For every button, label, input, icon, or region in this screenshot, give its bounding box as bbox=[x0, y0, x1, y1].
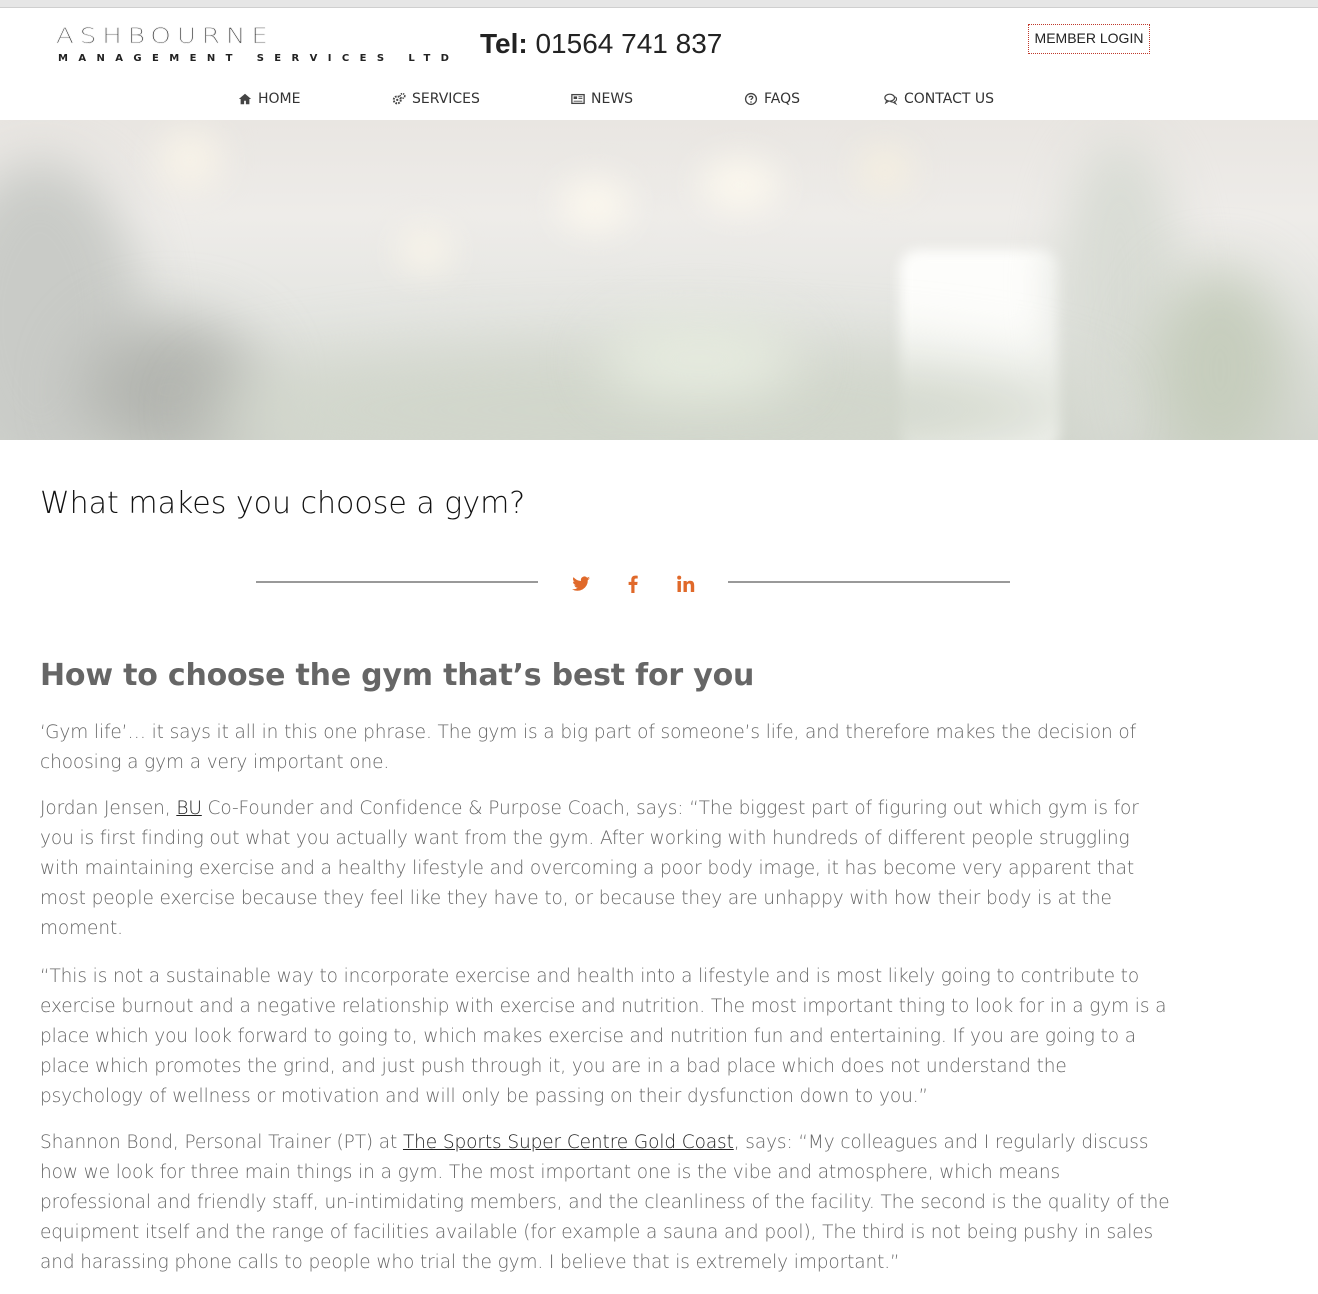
home-icon bbox=[238, 92, 252, 106]
nav-label: CONTACT US bbox=[904, 91, 994, 107]
nav-label: SERVICES bbox=[412, 91, 480, 107]
linkedin-icon[interactable] bbox=[674, 572, 698, 596]
logo-tagline: MANAGEMENT SERVICES LTD bbox=[58, 53, 460, 64]
share-bar bbox=[40, 568, 1170, 608]
facebook-icon[interactable] bbox=[621, 572, 645, 596]
nav-item-contact-us[interactable] bbox=[884, 82, 994, 116]
share-divider-left bbox=[256, 581, 538, 583]
question-circle-icon bbox=[744, 92, 758, 106]
member-login-button[interactable]: MEMBER LOGIN bbox=[1028, 24, 1150, 54]
gears-icon bbox=[392, 92, 406, 106]
tel-number: 01564 741 837 bbox=[535, 28, 723, 59]
share-divider-right bbox=[728, 581, 1010, 583]
text: Shannon Bond, Personal Trainer (PT) at bbox=[40, 1132, 403, 1153]
site-logo[interactable] bbox=[56, 24, 460, 68]
tel-label: Tel: bbox=[480, 28, 528, 59]
bu-link[interactable]: BU bbox=[176, 798, 202, 819]
paragraph-intro: ‘Gym life’… it says it all in this one phrase. The gym is a big part of someone’s life, and therefore makes the decision of choosing a gym a very important one. bbox=[40, 722, 1136, 773]
hero-banner-image bbox=[0, 120, 1318, 440]
nav-label: HOME bbox=[258, 91, 301, 107]
text: Jordan Jensen, bbox=[40, 798, 177, 819]
phone-number[interactable] bbox=[480, 28, 722, 60]
section-heading: How to choose the gym that’s best for you bbox=[40, 658, 755, 693]
twitter-icon[interactable] bbox=[569, 572, 593, 596]
nav-item-faqs[interactable] bbox=[744, 82, 800, 116]
text: , says: “My colleagues and I regularly discuss how we look for three main things in a gym. The most important one is the vibe and atmosphere, which means professional and friendly staff, un-intimidating members, and the cleanliness of the facility. The second is the quality of the equipment itself and the range of facilities available (for example a sauna and pool), The third is not being pushy in sales and harassing phone calls to people who trial the gym. I believe that is extremely important.” bbox=[40, 1132, 1170, 1273]
nav-label: FAQS bbox=[764, 91, 801, 107]
paragraph-sustainable: “This is not a sustainable way to incorporate exercise and health into a lifestyle and is most likely going to contribute to exercise burnout and a negative relationship with exercise and nutrition. The most important thing to look for in a gym is a place which you look forward to going to, which makes exercise and nutrition fun and entertaining. If you are going to a place which promotes the grind, and just push through it, you are in a bad place which does not understand the psychology of wellness or motivation and will only be passing on their dysfunction down to you.” bbox=[40, 966, 1167, 1107]
site-header bbox=[0, 8, 1318, 120]
browser-top-bar bbox=[0, 0, 1318, 8]
comments-icon bbox=[884, 92, 898, 106]
paragraph-shannon-bond bbox=[40, 1128, 1170, 1278]
nav-item-news[interactable] bbox=[571, 82, 633, 116]
nav-item-services[interactable] bbox=[392, 82, 480, 116]
text: Co-Founder and Confidence & Purpose Coach, says: “The biggest part of figuring out which gym is for you is first finding out what you actually want from the gym. After working with hundreds of different people struggling with maintaining exercise and a healthy lifestyle and overcoming a poor body image, it has become very apparent that most people exercise because they feel like they have to, or because they are unhappy with how their body is at the moment. bbox=[40, 798, 1139, 939]
nav-label: NEWS bbox=[591, 91, 634, 107]
page-title: What makes you choose a gym? bbox=[40, 486, 526, 521]
sports-super-centre-link[interactable]: The Sports Super Centre Gold Coast bbox=[402, 1132, 734, 1153]
main-nav bbox=[0, 82, 1318, 116]
nav-item-home[interactable] bbox=[238, 82, 300, 116]
paragraph-jordan-jensen bbox=[40, 794, 1170, 944]
newspaper-icon bbox=[571, 92, 585, 106]
logo-wordmark: ASHBOURNE bbox=[56, 24, 274, 49]
